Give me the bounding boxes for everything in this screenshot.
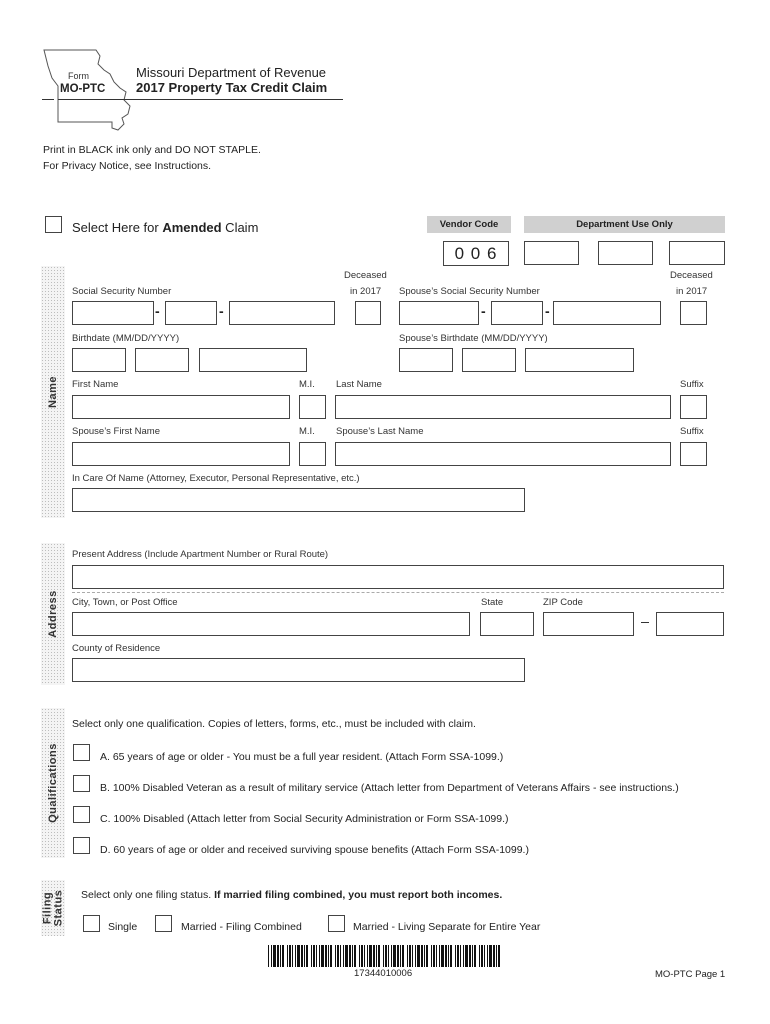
instruction-line-1: Print in BLACK ink only and DO NOT STAPLE. bbox=[43, 144, 261, 156]
spouse-ssn-dash-1: - bbox=[481, 303, 486, 319]
county-label: County of Residence bbox=[72, 643, 161, 654]
amended-claim-label bbox=[72, 220, 258, 235]
spouse-suffix-field[interactable] bbox=[680, 442, 707, 466]
qualification-d-checkbox[interactable] bbox=[73, 837, 90, 854]
filing-status-section-label bbox=[41, 880, 65, 936]
city-label: City, Town, or Post Office bbox=[72, 597, 178, 608]
amended-suffix: Claim bbox=[221, 220, 259, 235]
spouse-ssn-part-2[interactable] bbox=[491, 301, 543, 325]
status-word: Status bbox=[52, 889, 64, 927]
header-tick bbox=[42, 99, 54, 100]
dept-use-box-3 bbox=[669, 241, 725, 265]
spouse-last-name-field[interactable] bbox=[335, 442, 671, 466]
married-separate-label: Married - Living Separate for Entire Year bbox=[353, 921, 541, 933]
first-name-label: First Name bbox=[72, 379, 119, 390]
dept-use-box-2 bbox=[598, 241, 653, 265]
spouse-birth-month-field[interactable] bbox=[399, 348, 453, 372]
header-rule bbox=[58, 99, 343, 100]
agency-name: Missouri Department of Revenue bbox=[136, 65, 327, 80]
ssn-dash-1: - bbox=[155, 303, 160, 319]
spouse-birth-day-field[interactable] bbox=[462, 348, 516, 372]
mi-label: M.I. bbox=[299, 379, 315, 390]
birth-month-field[interactable] bbox=[72, 348, 126, 372]
ssn-part-3[interactable] bbox=[229, 301, 335, 325]
suffix-field[interactable] bbox=[680, 395, 707, 419]
spouse-mi-label: M.I. bbox=[299, 426, 315, 437]
name-section-label bbox=[41, 266, 65, 518]
name-section-text: Name bbox=[47, 376, 59, 408]
state-field[interactable] bbox=[480, 612, 534, 636]
filing-status-section-text bbox=[42, 890, 64, 927]
birth-year-field[interactable] bbox=[199, 348, 307, 372]
zip-field[interactable] bbox=[543, 612, 634, 636]
qualification-d-label: D. 60 years of age or older and received surviving spouse benefits (Attach Form SSA-1099.) bbox=[100, 844, 529, 856]
spouse-birthdate-label: Spouse’s Birthdate (MM/DD/YYYY) bbox=[399, 333, 548, 344]
last-name-label: Last Name bbox=[336, 379, 382, 390]
qualifications-section-text: Qualifications bbox=[47, 743, 59, 823]
spouse-first-name-field[interactable] bbox=[72, 442, 290, 466]
amended-claim-checkbox[interactable] bbox=[45, 216, 62, 233]
deceased-checkbox[interactable] bbox=[355, 301, 381, 325]
qualification-a-checkbox[interactable] bbox=[73, 744, 90, 761]
city-field[interactable] bbox=[72, 612, 470, 636]
birthdate-label: Birthdate (MM/DD/YYYY) bbox=[72, 333, 180, 344]
dept-use-box-1 bbox=[524, 241, 579, 265]
care-of-field[interactable] bbox=[72, 488, 525, 512]
filing-word: Filing bbox=[41, 891, 53, 925]
barcode-number: 17344010006 bbox=[354, 968, 413, 979]
address-divider bbox=[72, 592, 724, 593]
married-combined-checkbox[interactable] bbox=[155, 915, 172, 932]
page-label: MO-PTC Page 1 bbox=[655, 969, 726, 980]
mi-field[interactable] bbox=[299, 395, 326, 419]
amended-bold: Amended bbox=[162, 220, 222, 235]
ssn-part-1[interactable] bbox=[72, 301, 154, 325]
department-use-header: Department Use Only bbox=[524, 216, 725, 233]
birth-day-field[interactable] bbox=[135, 348, 189, 372]
form-label: Form bbox=[68, 71, 89, 81]
qualifications-section-label bbox=[41, 708, 65, 858]
filing-status-intro-text: Select only one filing status. bbox=[81, 889, 215, 901]
zip-extension-field[interactable] bbox=[656, 612, 724, 636]
form-title: 2017 Property Tax Credit Claim bbox=[136, 80, 328, 95]
first-name-field[interactable] bbox=[72, 395, 290, 419]
spouse-first-name-label: Spouse’s First Name bbox=[72, 426, 160, 437]
suffix-label: Suffix bbox=[680, 379, 704, 390]
ssn-part-2[interactable] bbox=[165, 301, 217, 325]
spouse-ssn-dash-2: - bbox=[545, 303, 550, 319]
spouse-mi-field[interactable] bbox=[299, 442, 326, 466]
state-label: State bbox=[481, 597, 504, 608]
qualification-a-label: A. 65 years of age or older - You must be a full year resident. (Attach Form SSA-1099.) bbox=[100, 751, 504, 763]
vendor-code-header: Vendor Code bbox=[427, 216, 511, 233]
qualifications-intro: Select only one qualification. Copies of letters, forms, etc., must be included with claim. bbox=[72, 718, 476, 730]
form-code: MO-PTC bbox=[60, 83, 106, 95]
qualification-b-label: B. 100% Disabled Veteran as a result of military service (Attach letter from Department of Veterans Affairs - see instructions.) bbox=[100, 782, 679, 794]
married-separate-checkbox[interactable] bbox=[328, 915, 345, 932]
ssn-label: Social Security Number bbox=[72, 286, 172, 297]
barcode-icon bbox=[268, 945, 502, 967]
spouse-ssn-label: Spouse’s Social Security Number bbox=[399, 286, 540, 297]
married-combined-label: Married - Filing Combined bbox=[181, 921, 302, 933]
filing-status-intro-bold: If married filing combined, you must report both incomes. bbox=[214, 889, 503, 901]
qualification-b-checkbox[interactable] bbox=[73, 775, 90, 792]
spouse-ssn-part-1[interactable] bbox=[399, 301, 479, 325]
present-address-label: Present Address (Include Apartment Number or Rural Route) bbox=[72, 549, 329, 560]
vendor-code-box: 0 0 6 bbox=[443, 241, 509, 266]
spouse-last-name-label: Spouse’s Last Name bbox=[336, 426, 424, 437]
qualification-c-label: C. 100% Disabled (Attach letter from Social Security Administration or Form SSA-1099.) bbox=[100, 813, 509, 825]
address-section-label bbox=[41, 543, 65, 685]
amended-prefix: Select Here for bbox=[72, 220, 163, 235]
qualification-c-checkbox[interactable] bbox=[73, 806, 90, 823]
instruction-line-2: For Privacy Notice, see Instructions. bbox=[43, 160, 212, 172]
single-checkbox[interactable] bbox=[83, 915, 100, 932]
ssn-dash-2: - bbox=[219, 303, 224, 319]
care-of-label: In Care Of Name (Attorney, Executor, Personal Representative, etc.) bbox=[72, 473, 360, 484]
spouse-deceased-label: Deceased bbox=[670, 270, 713, 281]
zip-dash bbox=[641, 622, 649, 623]
present-address-field[interactable] bbox=[72, 565, 724, 589]
spouse-birth-year-field[interactable] bbox=[525, 348, 634, 372]
single-label: Single bbox=[108, 921, 138, 933]
spouse-ssn-part-3[interactable] bbox=[553, 301, 661, 325]
zip-label: ZIP Code bbox=[543, 597, 583, 608]
filing-status-intro bbox=[81, 889, 502, 901]
deceased-label: Deceased bbox=[344, 270, 387, 281]
spouse-deceased-year-label: in 2017 bbox=[676, 286, 708, 297]
spouse-suffix-label: Suffix bbox=[680, 426, 704, 437]
last-name-field[interactable] bbox=[335, 395, 671, 419]
county-field[interactable] bbox=[72, 658, 525, 682]
spouse-deceased-checkbox[interactable] bbox=[680, 301, 707, 325]
address-section-text: Address bbox=[47, 590, 59, 638]
deceased-year-label: in 2017 bbox=[350, 286, 382, 297]
